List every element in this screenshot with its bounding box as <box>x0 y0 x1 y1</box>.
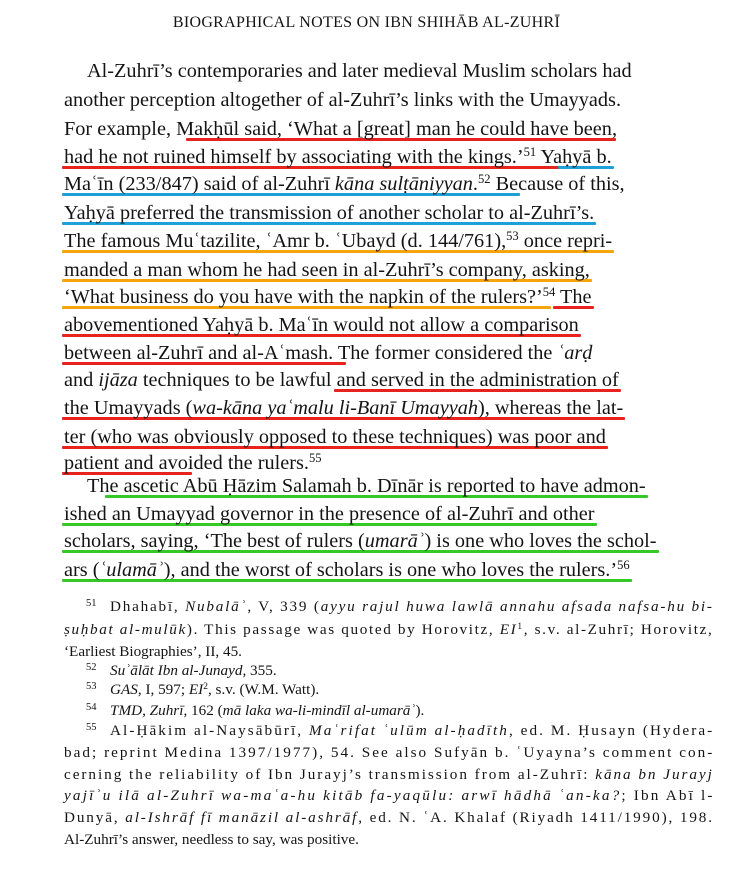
text-run: ) is one who loves the schol- <box>424 530 657 552</box>
line-text <box>64 369 619 391</box>
footnote-number: 51 <box>86 598 97 609</box>
text-run: The famous Muʿtazilite, ʿAmr b. ʿUbayd (d. 144/761), <box>64 230 507 252</box>
footnote-line <box>64 619 713 640</box>
body-line <box>64 339 592 367</box>
line-text <box>64 452 322 474</box>
line-text <box>64 286 592 308</box>
footnote-number: 55 <box>86 722 97 733</box>
text-run: , 162 ( <box>183 702 223 719</box>
text-run: Dunyā, <box>64 809 126 826</box>
text-run: ). This passage was quoted by Horovitz, <box>186 621 500 638</box>
italic-term: GAS <box>110 681 138 698</box>
running-header: BIOGRAPHICAL NOTES ON IBN SHIHĀB AL-ZUHRĪ <box>172 14 561 31</box>
body-line <box>87 57 632 85</box>
line-text <box>64 397 623 419</box>
footnote-ref: 54 <box>542 285 556 300</box>
body-line <box>64 366 619 394</box>
line-text <box>64 146 612 168</box>
footnote-ref: 51 <box>523 145 537 160</box>
text-run: , s.v. al-Zuhrī; Horovitz, <box>523 621 714 638</box>
line-text <box>87 475 646 497</box>
footnote-line <box>110 720 714 741</box>
line-text <box>64 530 657 552</box>
text-run: abovementioned Yaḥyā b. Maʿīn would not allow a comparison <box>64 314 579 336</box>
italic-term: al-Ishrāf fī manāzil al-ashrāf <box>125 809 359 826</box>
text-run: bad; reprint Medina 1397/1977), 54. See also Sufyān b. ʿUyayna’s comment con- <box>64 744 715 761</box>
line-text <box>64 202 594 224</box>
text-run: Al-Zuhrī’s contemporaries and later medieval Muslim scholars had <box>87 60 632 82</box>
text-run: manded a man whom he had seen in al-Zuhrī’s company, asking, <box>64 259 590 281</box>
body-line <box>64 227 612 255</box>
text-run: Yaḥyā b. <box>536 146 612 168</box>
body-line <box>64 500 595 528</box>
body-line <box>87 472 646 500</box>
text-run: Al-Zuhrī’s answer, needless to say, was positive. <box>64 831 359 848</box>
italic-term: kāna bn Jurayj <box>595 766 714 783</box>
footnote-line <box>110 700 424 721</box>
line-text <box>64 559 630 581</box>
footnote-number: 54 <box>86 702 97 713</box>
italic-term: ʿarḍ <box>557 342 593 364</box>
italic-term: ʿulamāʾ <box>99 559 164 581</box>
footnote-line <box>64 641 242 662</box>
line-text <box>64 173 625 195</box>
footnote-number: 53 <box>86 681 97 692</box>
text-run: ), whereas the lat- <box>477 397 624 419</box>
body-line <box>64 394 623 422</box>
footnote-line <box>64 785 715 806</box>
text-run: cerning the reliability of Ibn Jurayj’s transmission from al-Zuhrī: <box>64 766 596 783</box>
text-run: Maʿīn (233/847) said of al-Zuhrī <box>64 173 335 195</box>
footnote-line <box>110 596 714 617</box>
footnote-line <box>64 742 714 763</box>
line-text <box>64 118 617 140</box>
italic-term: yajīʾu ilā al-Zuhrī wa-maʿa-hu kitāb fa-yaqūlu: arwī hādhā ʿan-ka? <box>64 787 622 804</box>
footnote-line <box>64 764 714 785</box>
line-text <box>64 259 590 281</box>
text-run: , s.v. (W.M. Watt). <box>207 681 320 698</box>
body-line <box>64 170 625 198</box>
text-run: once repri- <box>518 230 613 252</box>
footnote-number: 52 <box>86 662 97 673</box>
text-run: ter (who was obviously opposed to these techniques) was poor and <box>64 426 606 448</box>
text-run: techniques to be lawful and served in the administration of <box>137 369 619 391</box>
body-line <box>64 143 612 171</box>
body-line <box>64 449 322 477</box>
text-run: The <box>555 286 592 308</box>
text-run: Dhahabī, <box>110 598 186 615</box>
body-line <box>64 423 606 451</box>
text-run: ‘What business do you have with the napkin of the rulers?’ <box>64 286 543 308</box>
footnote-ref: 1 <box>517 621 524 632</box>
text-run: , ed. M. Ḥusayn (Hydera- <box>508 722 715 739</box>
footnote-ref: 2 <box>203 681 208 692</box>
line-text <box>64 503 595 525</box>
footnote-line <box>110 660 277 681</box>
text-run: had he not ruined himself by associating with the kings.’ <box>64 146 524 168</box>
italic-term: EI <box>499 621 518 638</box>
line-text <box>64 230 612 252</box>
text-run: ; Ibn Abī l- <box>621 787 715 804</box>
text-run: Because of this, <box>490 173 625 195</box>
text-run: Yaḥyā preferred the transmission of another scholar to al-Zuhrī’s. <box>64 202 595 224</box>
text-run: , ed. N. ʿA. Khalaf (Riyadh 1411/1990), 198. <box>358 809 714 826</box>
text-run: and <box>64 369 99 391</box>
text-run: between al-Zuhrī and al-Aʿmash. The former considered the <box>64 342 558 364</box>
footnote-ref: 56 <box>617 558 630 573</box>
text-run: , 355. <box>242 662 277 679</box>
italic-term: mā laka wa-li-mindīl al-umarāʾ <box>222 702 416 719</box>
body-line <box>64 199 594 227</box>
text-run: , V, 339 ( <box>247 598 321 615</box>
text-run: ars ( <box>64 559 100 581</box>
text-run: , I, 597; <box>137 681 189 698</box>
italic-term: EI <box>188 681 204 698</box>
body-line <box>64 311 579 339</box>
footnote-line <box>64 807 714 828</box>
text-run: ). <box>415 702 425 719</box>
text-run: patient and avoided the rulers. <box>64 452 309 474</box>
line-text <box>87 60 632 82</box>
line-text <box>64 89 621 111</box>
text-run: ished an Umayyad governor in the presence of al-Zuhrī and other <box>64 503 595 525</box>
footnote-ref: 52 <box>478 172 491 187</box>
text-run: ), and the worst of scholars is one who loves the rulers.’ <box>163 559 618 581</box>
text-run: . <box>472 173 478 195</box>
text-run: Al-Ḥākim al-Naysābūrī, <box>110 722 310 739</box>
body-line <box>64 86 621 114</box>
italic-term: umarāʾ <box>364 530 425 552</box>
body-line <box>64 556 630 584</box>
footnote-line <box>110 679 319 700</box>
italic-term: wa-kāna yaʿmalu li-Banī Umayyah <box>192 397 478 419</box>
line-text <box>64 342 592 364</box>
text-run: For example, Makḥūl said, ‘What a [great] man he could have been, <box>64 118 618 140</box>
italic-term: TMD, Zuhrī <box>110 702 184 719</box>
italic-term: Maʿrifat ʿulūm al-ḥadīth <box>309 722 509 739</box>
line-text <box>64 426 606 448</box>
italic-term: ṣuḥbat al-mulūk <box>64 621 187 638</box>
footnote-line <box>64 829 359 850</box>
italic-term: Suʾālāt Ibn al-Junayd <box>110 662 243 679</box>
footnote-ref: 53 <box>506 229 519 244</box>
italic-term: ijāza <box>98 369 138 391</box>
text-run: another perception altogether of al-Zuhrī’s links with the Umayyads. <box>64 89 622 111</box>
text-run: the Umayyads ( <box>64 397 193 419</box>
line-text <box>64 314 579 336</box>
body-line <box>64 527 657 555</box>
body-line <box>64 115 617 143</box>
body-line <box>64 283 592 311</box>
text-run: The ascetic Abū Ḥāzim Salamah b. Dīnār is reported to have admon- <box>87 475 646 497</box>
italic-term: kāna sulṭāniyyan <box>334 173 473 195</box>
text-run: ‘Earliest Biographies’, II, 45. <box>64 643 242 660</box>
footnote-ref: 55 <box>308 451 322 466</box>
italic-term: ayyu rajul huwa lawlā annahu afsada nafsa-hu bi- <box>320 598 714 615</box>
body-line <box>64 256 590 284</box>
italic-term: Nubalāʾ <box>185 598 248 615</box>
text-run: scholars, saying, ‘The best of rulers ( <box>64 530 365 552</box>
